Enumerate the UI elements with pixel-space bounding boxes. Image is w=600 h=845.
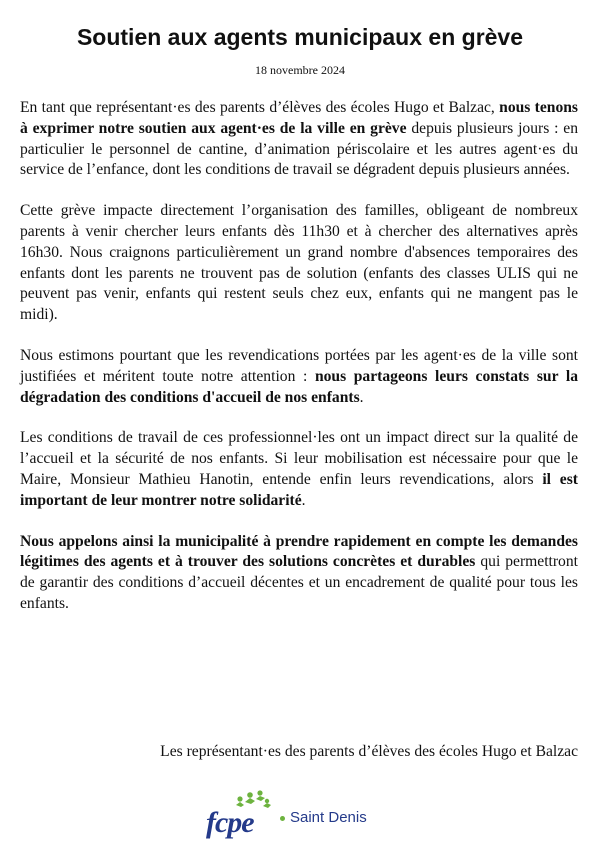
document-title: Soutien aux agents municipaux en grève bbox=[76, 24, 524, 50]
fcpe-wordmark: fcpe bbox=[206, 806, 254, 839]
paragraph-1-text-a: En tant que représentant·es des parents d’élèves des écoles Hugo et Balzac, bbox=[20, 99, 500, 116]
paragraph-3-emphasis: nous partageons leurs constats sur la dégradation des conditions d'accueil de nos enfants bbox=[20, 367, 578, 406]
paragraph-5-text-c: qui permettront de garantir des conditions d’accueil décentes et un encadrement de qualité pour tous les enfants. bbox=[20, 553, 578, 612]
separator-dot-icon bbox=[280, 816, 285, 821]
logo-city-name: Saint Denis bbox=[290, 809, 367, 826]
paragraph-1-emphasis: nous tenons à exprimer notre soutien aux agent·es de la ville en grève bbox=[20, 99, 578, 137]
paragraph-1-text-c: depuis plusieurs jours : en particulier le personnel de cantine, d’animation périscolaire et les autres agent·es du service de l’enfance, dont les conditions de travail se dégradent depuis plusieurs années. bbox=[20, 119, 578, 179]
paragraph-5-emphasis: Nous appelons ainsi la municipalité à prendre rapidement en compte les demandes légitimes des agents et à trouver des solutions concrètes et durables bbox=[20, 532, 578, 571]
paragraph-5 bbox=[20, 532, 578, 615]
paragraph-3 bbox=[20, 346, 578, 408]
letter-body bbox=[20, 98, 578, 635]
document-date: 18 novembre 2024 bbox=[255, 63, 345, 77]
paragraph-4 bbox=[20, 428, 578, 511]
signature: Les représentant·es des parents d’élèves des écoles Hugo et Balzac bbox=[160, 743, 578, 760]
paragraph-2-text: Cette grève impacte directement l’organisation des familles, obligeant de nombreux parents à venir chercher leurs enfants dès 11h30 et à chercher des alternatives après 16h30. Nous craignons particulièrement un grand nombre d'absences temporaires des enfants dont les parents ne trouvent pas de solution (enfants des classes ULIS qui ne peuvent pas venir, enfants qui restent seuls chez eux, enfants qui ne mangent pas le midi). bbox=[20, 202, 578, 324]
paragraph-2 bbox=[20, 201, 578, 326]
paragraph-3-text-a: Nous estimons pourtant que les revendications portées par les agent·es de la ville sont justifiées et méritent toute notre attention : bbox=[20, 346, 578, 385]
paragraph-1 bbox=[20, 98, 578, 181]
paragraph-4-emphasis: il est important de leur montrer notre solidarité bbox=[20, 470, 578, 509]
paragraph-3-text-c: . bbox=[359, 388, 364, 406]
paragraph-4-text-a: Les conditions de travail de ces professionnel·les ont un impact direct sur la qualité de l’accueil et la sécurité de nos enfants. Si leur mobilisation est nécessaire pour que le Maire, Monsieur Mathieu Hanotin, entende enfin leurs revendications, alors bbox=[20, 429, 578, 488]
paragraph-4-text-c: . bbox=[301, 491, 306, 509]
fcpe-logo bbox=[204, 788, 404, 840]
fcpe-logo-mark bbox=[204, 788, 276, 840]
